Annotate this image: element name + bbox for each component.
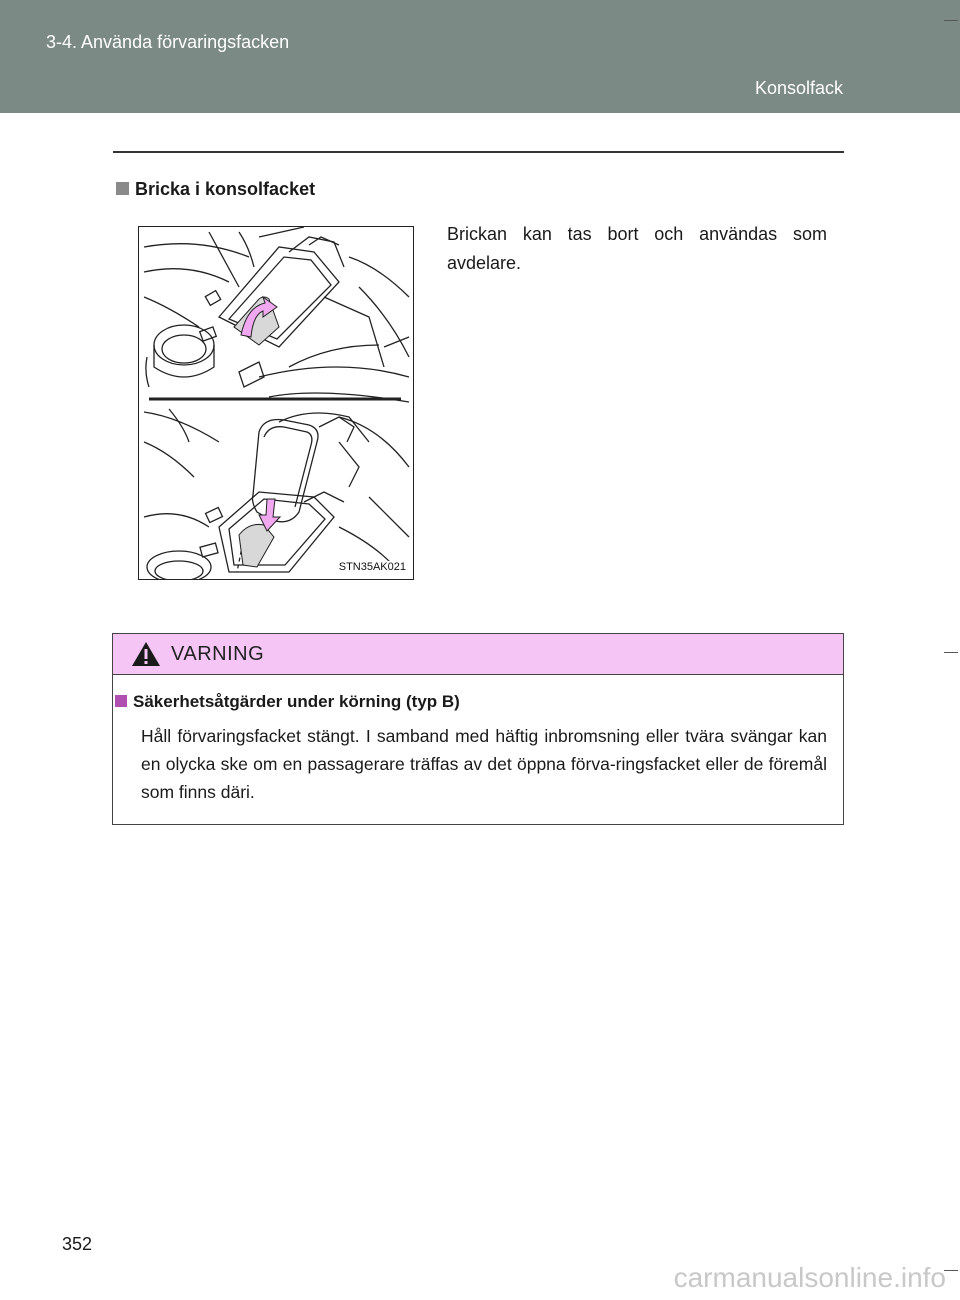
header-rule [113,151,844,153]
console-drawing [139,227,414,580]
page-number: 352 [62,1234,93,1254]
body-paragraph: Brickan kan tas bort och användas som avdelare. [447,224,827,273]
warning-triangle-icon [131,641,161,667]
square-bullet-icon [116,182,129,195]
crop-mark [944,1270,958,1271]
warning-box [112,633,844,825]
watermark: carmanualsonline.info [673,1262,946,1293]
page-header [0,0,960,113]
subheading: Bricka i konsolfacket [116,179,315,200]
crop-mark [944,652,958,653]
topic-title: Konsolfack [754,78,843,98]
section-title: 3-4. Använda förvaringsfacken [46,32,290,52]
crop-mark [944,20,958,21]
console-tray-illustration [138,226,414,580]
figure-code: STN35AK021 [338,561,406,573]
warning-text: Håll förvaringsfacket stängt. I samband med häftig inbromsning eller tvära svängar kan en olycka ske om en passagerare träffas av det öppna förva-ringsfacket eller de föremål som finns däri. [141,726,827,802]
warning-header [113,634,843,675]
warning-label: VARNING [171,643,265,665]
square-bullet-icon [115,695,127,707]
warning-subheading: Säkerhetsåtgärder under körning (typ B) [113,692,460,712]
